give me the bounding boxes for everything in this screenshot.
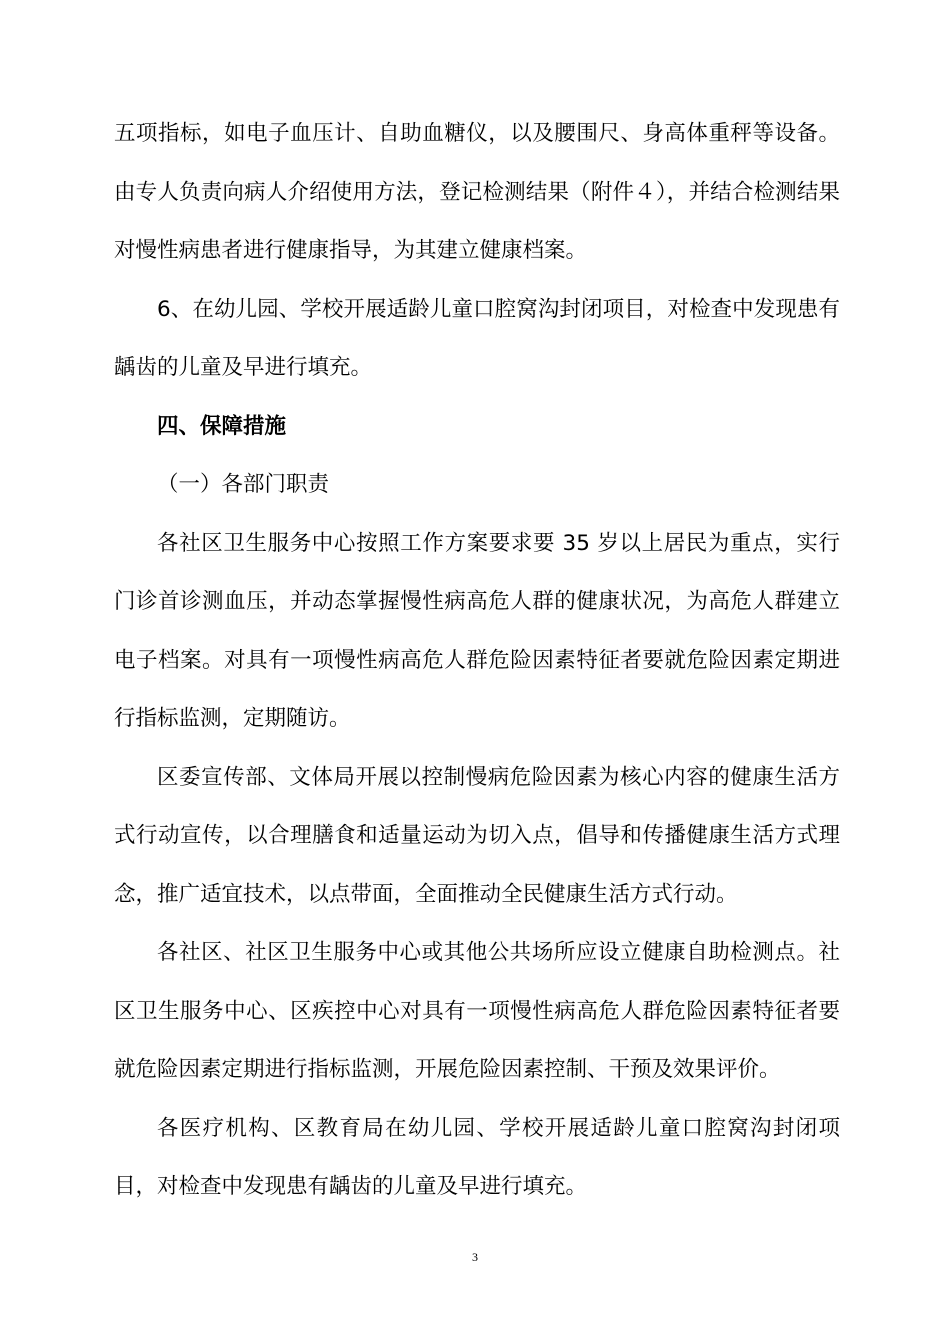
paragraph-community-health-centers: 各社区卫生服务中心按照工作方案要求要 35 岁以上居民为重点，实行门诊首诊测血压，并动态掌握慢性病高危人群的健康状况，为高危人群建立电子档案。对具有一项慢性病高危人群危险因素特征者要就危险因素定期进行指标监测，定期随访。: [114, 530, 840, 731]
paragraph-medical-education: 各医疗机构、区教育局在幼儿园、学校开展适龄儿童口腔窝沟封闭项目，对检查中发现患有龋齿的儿童及早进行填充。: [114, 1115, 840, 1199]
document-body: [114, 105, 840, 1217]
section-heading-safeguards: 四、保障措施: [157, 413, 287, 439]
paragraph-equipment: 五项指标，如电子血压计、自助血糖仪，以及腰围尺、身高体重秤等设备。由专人负责向病人介绍使用方法，登记检测结果（附件４），并结合检测结果对慢性病患者进行健康指导，为其建立健康档案。: [114, 121, 840, 263]
paragraph-self-check-points: 各社区、社区卫生服务中心或其他公共场所应设立健康自助检测点。社区卫生服务中心、区疾控中心对具有一项慢性病高危人群危险因素特征者要就危险因素定期进行指标监测，开展危险因素控制、干预及效果评价。: [114, 940, 840, 1082]
paragraph-publicity-department: 区委宣传部、文体局开展以控制慢病危险因素为核心内容的健康生活方式行动宣传，以合理膳食和适量运动为切入点，倡导和传播健康生活方式理念，推广适宜技术，以点带面，全面推动全民健康生活方式行动。: [114, 764, 840, 907]
subsection-heading-responsibilities: （一）各部门职责: [157, 472, 330, 497]
page-number: 3: [472, 1250, 478, 1264]
paragraph-item-6: 6、在幼儿园、学校开展适龄儿童口腔窝沟封闭项目，对检查中发现患有龋齿的儿童及早进行填充。: [114, 296, 840, 380]
